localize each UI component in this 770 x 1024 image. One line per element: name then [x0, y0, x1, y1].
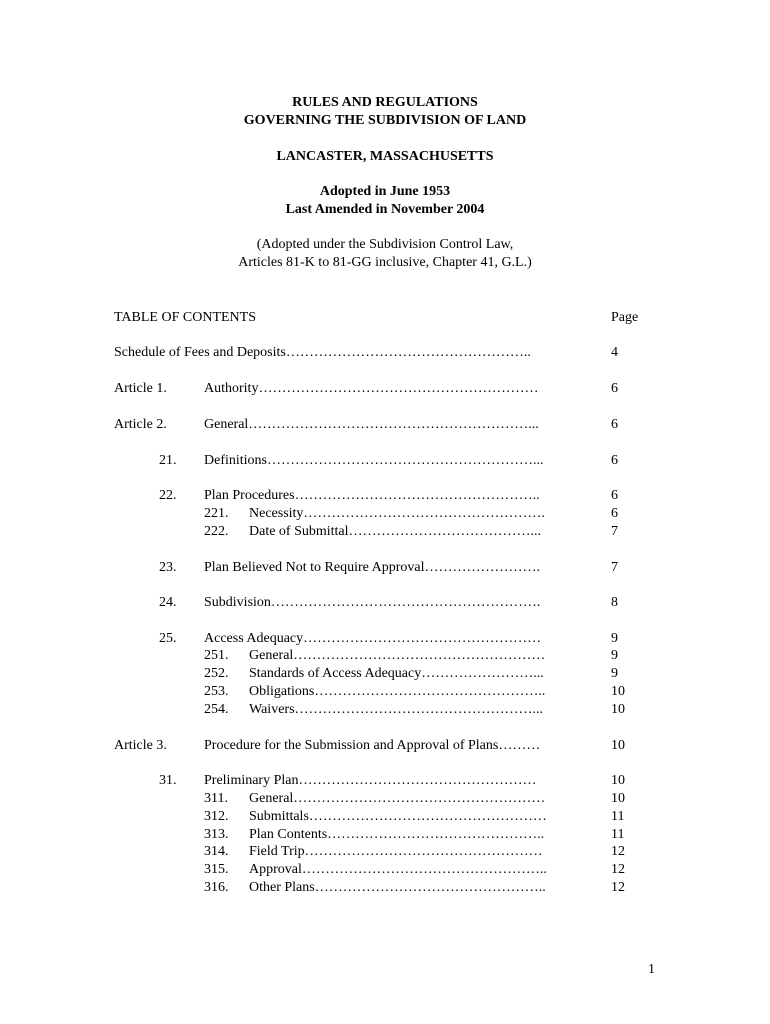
toc-entry-page: 7: [611, 524, 618, 539]
toc-entry-page: 9: [611, 648, 618, 663]
toc-entry-page: 8: [611, 595, 618, 610]
title-line-1: RULES AND REGULATIONS: [292, 95, 478, 110]
toc-entry-text: Obligations…………………………………………..: [249, 684, 546, 699]
toc-entry-number: 31.: [159, 773, 177, 788]
toc-entry-text: Necessity…………………………………………….: [249, 506, 545, 521]
toc-entry-number: 315.: [204, 862, 229, 877]
toc-entry-page: 6: [611, 488, 618, 503]
toc-entry-text: Submittals……………………………………………: [249, 809, 547, 824]
toc-entry-number: 23.: [159, 560, 177, 575]
toc-heading: TABLE OF CONTENTS: [114, 310, 256, 325]
toc-entry-page: 6: [611, 506, 618, 521]
toc-entry-number: 314.: [204, 844, 229, 859]
toc-entry-number: 253.: [204, 684, 229, 699]
toc-entry-number: 222.: [204, 524, 229, 539]
toc-entry-text: Plan Contents………………………………………..: [249, 827, 545, 842]
legal-note: [0, 236, 770, 272]
toc-entry-page: 6: [611, 417, 618, 432]
toc-entry-page: 11: [611, 827, 625, 842]
dates-block: [0, 183, 770, 219]
toc-entry-number: 251.: [204, 648, 229, 663]
toc-entry-number: 312.: [204, 809, 229, 824]
toc-entry-number: 221.: [204, 506, 229, 521]
toc-entry-page: 10: [611, 773, 625, 788]
toc-entry-number: 24.: [159, 595, 177, 610]
toc-entry-number: 252.: [204, 666, 229, 681]
toc-entry-number: 311.: [204, 791, 228, 806]
adopted-date: Adopted in June 1953: [319, 184, 451, 199]
toc-entry-text: Subdivision………………………………………………….: [204, 595, 541, 610]
toc-entry-number: Article 3.: [114, 738, 167, 753]
toc-entry-text: General……………………………………………………...: [204, 417, 539, 432]
amended-date: Last Amended in November 2004: [285, 202, 485, 217]
toc-entry-page: 4: [611, 345, 618, 360]
place-block: [0, 148, 770, 166]
toc-entry-text: Approval……………………………………………..: [249, 862, 547, 877]
toc-entry-page: 12: [611, 844, 625, 859]
title-line-2: GOVERNING THE SUBDIVISION OF LAND: [243, 113, 527, 128]
toc-entry-page: 12: [611, 880, 625, 895]
toc-entry-text: Waivers……………………………………………...: [249, 702, 544, 717]
toc-entry-page: 6: [611, 381, 618, 396]
toc-entry-text: Other Plans…………………………………………..: [249, 880, 546, 895]
toc-entry-page: 10: [611, 791, 625, 806]
toc-entry-page: 9: [611, 631, 618, 646]
legal-note-line-1: (Adopted under the Subdivision Control Law,: [256, 237, 514, 252]
toc-entry-page: 10: [611, 702, 625, 717]
toc-entry-text: Standards of Access Adequacy……………………...: [249, 666, 544, 681]
toc-entry-text: Field Trip……………………………………………: [249, 844, 543, 859]
page-number: 1: [648, 962, 655, 977]
toc-entry-page: 9: [611, 666, 618, 681]
toc-entry-text: Authority……………………………………………………: [204, 381, 539, 396]
toc-entry-text: Procedure for the Submission and Approval of Plans………: [204, 738, 541, 753]
toc-entry-text: General………………………………………………: [249, 791, 546, 806]
toc-entry-text: Date of Submittal…………………………………...: [249, 524, 542, 539]
toc-entry-number: 254.: [204, 702, 229, 717]
toc-page-heading: Page: [611, 310, 639, 325]
document-title: [0, 94, 770, 130]
toc-entry-page: 10: [611, 738, 625, 753]
toc-entry-text: Plan Procedures……………………………………………..: [204, 488, 540, 503]
toc-entry-number: 22.: [159, 488, 177, 503]
toc-entry-number: 25.: [159, 631, 177, 646]
toc-entry-text: Schedule of Fees and Deposits……………………………………………..: [114, 345, 531, 360]
toc-entry-page: 7: [611, 560, 618, 575]
place-name: LANCASTER, MASSACHUSETTS: [276, 149, 494, 164]
toc-entry-page: 12: [611, 862, 625, 877]
toc-entry-number: 316.: [204, 880, 229, 895]
toc-entry-text: Access Adequacy……………………………………………: [204, 631, 542, 646]
toc-entry-page: 10: [611, 684, 625, 699]
toc-entry-text: Definitions…………………………………………………...: [204, 453, 544, 468]
toc-entry-number: 313.: [204, 827, 229, 842]
toc-entry-text: General………………………………………………: [249, 648, 546, 663]
toc-entry-number: Article 2.: [114, 417, 167, 432]
toc-entry-text: Plan Believed Not to Require Approval…………………….: [204, 560, 540, 575]
toc-entry-page: 11: [611, 809, 625, 824]
toc-entry-text: Preliminary Plan……………………………………………: [204, 773, 537, 788]
toc-entry-page: 6: [611, 453, 618, 468]
toc-entry-number: Article 1.: [114, 381, 167, 396]
legal-note-line-2: Articles 81-K to 81-GG inclusive, Chapter 41, G.L.): [238, 255, 532, 270]
toc-entry-number: 21.: [159, 453, 177, 468]
